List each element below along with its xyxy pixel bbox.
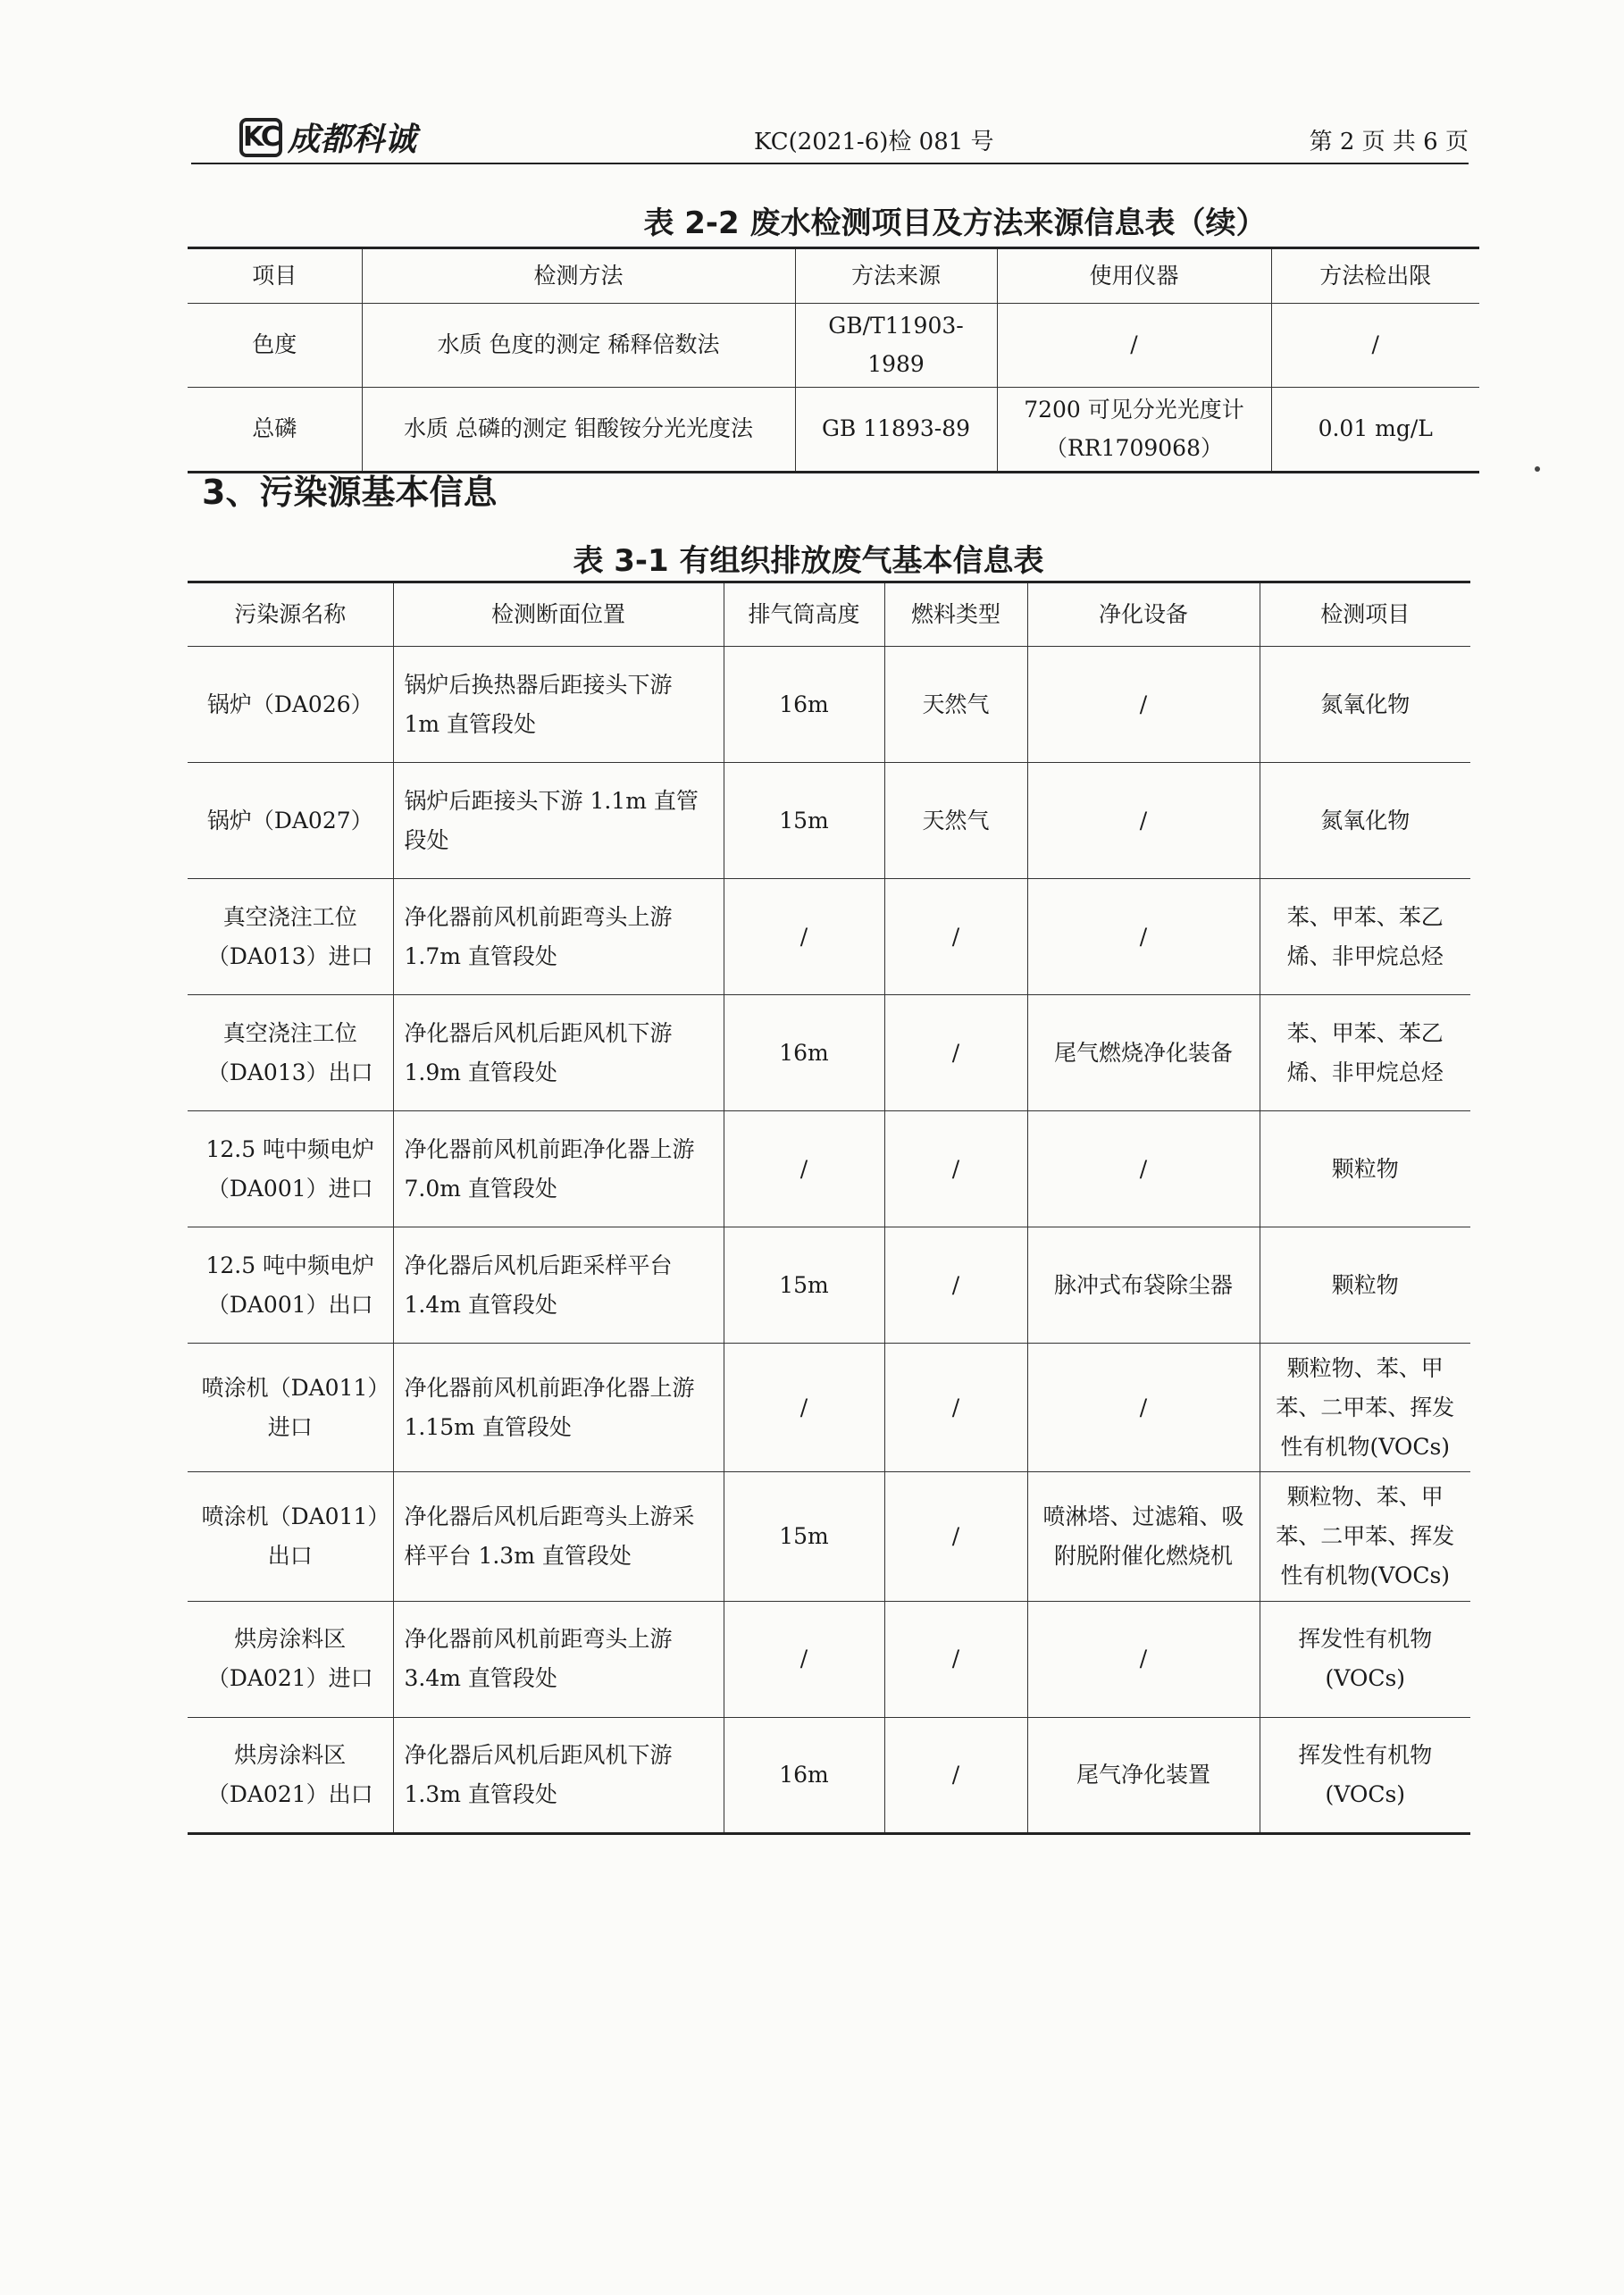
column-header: 检测项目 [1260,582,1470,647]
table-cell: / [884,1227,1027,1344]
table-cell: / [1027,1344,1260,1472]
table-row [188,995,1470,1111]
table-cell: 16m [724,647,884,763]
table-cell: 烘房涂料区（DA021）进口 [188,1601,393,1717]
table-cell: 天然气 [884,763,1027,879]
page-number: 第 2 页 共 6 页 [1309,129,1469,155]
table-row [188,1344,1470,1472]
table-cell: 色度 [188,304,362,388]
table-cell: / [1027,879,1260,995]
column-header: 燃料类型 [884,582,1027,647]
table-cell: / [884,1344,1027,1472]
table-header-row [188,248,1479,304]
table-row [188,1601,1470,1717]
table-cell: 净化器后风机后距风机下游 1.9m 直管段处 [393,995,724,1111]
table-cell: 16m [724,1717,884,1833]
table-cell: 尾气净化装置 [1027,1717,1260,1833]
table-cell: 净化器前风机前距净化器上游 1.15m 直管段处 [393,1344,724,1472]
table-cell: / [884,1601,1027,1717]
table-cell: 净化器前风机前距弯头上游 1.7m 直管段处 [393,879,724,995]
table-header-row [188,582,1470,647]
table-cell: 锅炉（DA026） [188,647,393,763]
table-cell: 喷涂机（DA011）进口 [188,1344,393,1472]
document-number: KC(2021-6)检 081 号 [754,129,994,155]
table-cell: 颗粒物 [1260,1227,1470,1344]
table-cell: 7200 可见分光光度计（RR1709068） [997,388,1271,473]
table-cell: 苯、甲苯、苯乙烯、非甲烷总烃 [1260,995,1470,1111]
table-cell: 颗粒物 [1260,1111,1470,1227]
table-cell: / [1027,1601,1260,1717]
table-cell: 氮氧化物 [1260,763,1470,879]
table-cell: 12.5 吨中频电炉（DA001）出口 [188,1227,393,1344]
section-heading: 3、污染源基本信息 [202,473,498,512]
table-cell: 净化器前风机前距弯头上游 3.4m 直管段处 [393,1601,724,1717]
kc-logo-icon: KC [239,118,282,157]
table-cell: 氮氧化物 [1260,647,1470,763]
exhaust-source-table [188,581,1470,1835]
table-cell: 脉冲式布袋除尘器 [1027,1227,1260,1344]
table-cell: 水质 色度的测定 稀释倍数法 [362,304,795,388]
column-header: 使用仪器 [997,248,1271,304]
table-cell: 真空浇注工位（DA013）出口 [188,995,393,1111]
column-header: 项目 [188,248,362,304]
table-row [188,1472,1470,1601]
table-cell: 净化器后风机后距采样平台 1.4m 直管段处 [393,1227,724,1344]
table-cell: / [884,995,1027,1111]
table-cell: 喷涂机（DA011）出口 [188,1472,393,1601]
company-logo [239,114,416,160]
table-cell: / [1027,1111,1260,1227]
table-cell: 净化器后风机后距弯头上游采样平台 1.3m 直管段处 [393,1472,724,1601]
table-row [188,1227,1470,1344]
scan-speck [1535,466,1540,472]
table-cell: 尾气燃烧净化装备 [1027,995,1260,1111]
table-cell: 锅炉（DA027） [188,763,393,879]
table-row [188,879,1470,995]
table-cell: 锅炉后距接头下游 1.1m 直管段处 [393,763,724,879]
table-cell: / [1027,647,1260,763]
table-cell: 真空浇注工位（DA013）进口 [188,879,393,995]
table-cell: 挥发性有机物(VOCs) [1260,1717,1470,1833]
table-cell: 挥发性有机物(VOCs) [1260,1601,1470,1717]
table-row [188,1717,1470,1833]
table-cell: / [1271,304,1479,388]
table-cell: / [997,304,1271,388]
column-header: 排气筒高度 [724,582,884,647]
column-header: 检测断面位置 [393,582,724,647]
table-2-2-title: 表 2-2 废水检测项目及方法来源信息表（续） [643,205,1267,241]
table-cell: / [724,1344,884,1472]
table-cell: GB/T11903-1989 [795,304,997,388]
table-cell: 颗粒物、苯、甲苯、二甲苯、挥发性有机物(VOCs) [1260,1472,1470,1601]
table-cell: / [884,1472,1027,1601]
table-cell: 15m [724,763,884,879]
table-cell: / [1027,763,1260,879]
table-cell: 15m [724,1227,884,1344]
table-body [188,647,1470,1834]
company-name: 成都科诚 [288,121,417,158]
table-cell: 烘房涂料区（DA021）出口 [188,1717,393,1833]
table-3-1-title: 表 3-1 有组织排放废气基本信息表 [573,543,1044,579]
table-row [188,1111,1470,1227]
table-cell: 12.5 吨中频电炉（DA001）进口 [188,1111,393,1227]
table-cell: 总磷 [188,388,362,473]
page-header [239,111,1469,161]
table-cell: / [724,879,884,995]
table-row [188,647,1470,763]
table-row [188,304,1479,388]
table-cell: / [884,879,1027,995]
table-cell: 净化器后风机后距风机下游 1.3m 直管段处 [393,1717,724,1833]
table-cell: / [724,1111,884,1227]
column-header: 净化设备 [1027,582,1260,647]
table-cell: 水质 总磷的测定 钼酸铵分光光度法 [362,388,795,473]
table-cell: 苯、甲苯、苯乙烯、非甲烷总烃 [1260,879,1470,995]
header-divider [191,163,1469,164]
table-cell: 颗粒物、苯、甲苯、二甲苯、挥发性有机物(VOCs) [1260,1344,1470,1472]
table-cell: 喷淋塔、过滤箱、吸附脱附催化燃烧机 [1027,1472,1260,1601]
column-header: 污染源名称 [188,582,393,647]
table-cell: 15m [724,1472,884,1601]
table-cell: 锅炉后换热器后距接头下游 1m 直管段处 [393,647,724,763]
column-header: 方法来源 [795,248,997,304]
table-cell: 净化器前风机前距净化器上游 7.0m 直管段处 [393,1111,724,1227]
table-cell: / [884,1111,1027,1227]
table-row [188,763,1470,879]
wastewater-method-table [188,247,1479,473]
column-header: 方法检出限 [1271,248,1479,304]
column-header: 检测方法 [362,248,795,304]
table-cell: 0.01 mg/L [1271,388,1479,473]
table-cell: 天然气 [884,647,1027,763]
table-cell: 16m [724,995,884,1111]
table-cell: / [724,1601,884,1717]
table-row [188,388,1479,473]
table-cell: GB 11893-89 [795,388,997,473]
table-cell: / [884,1717,1027,1833]
